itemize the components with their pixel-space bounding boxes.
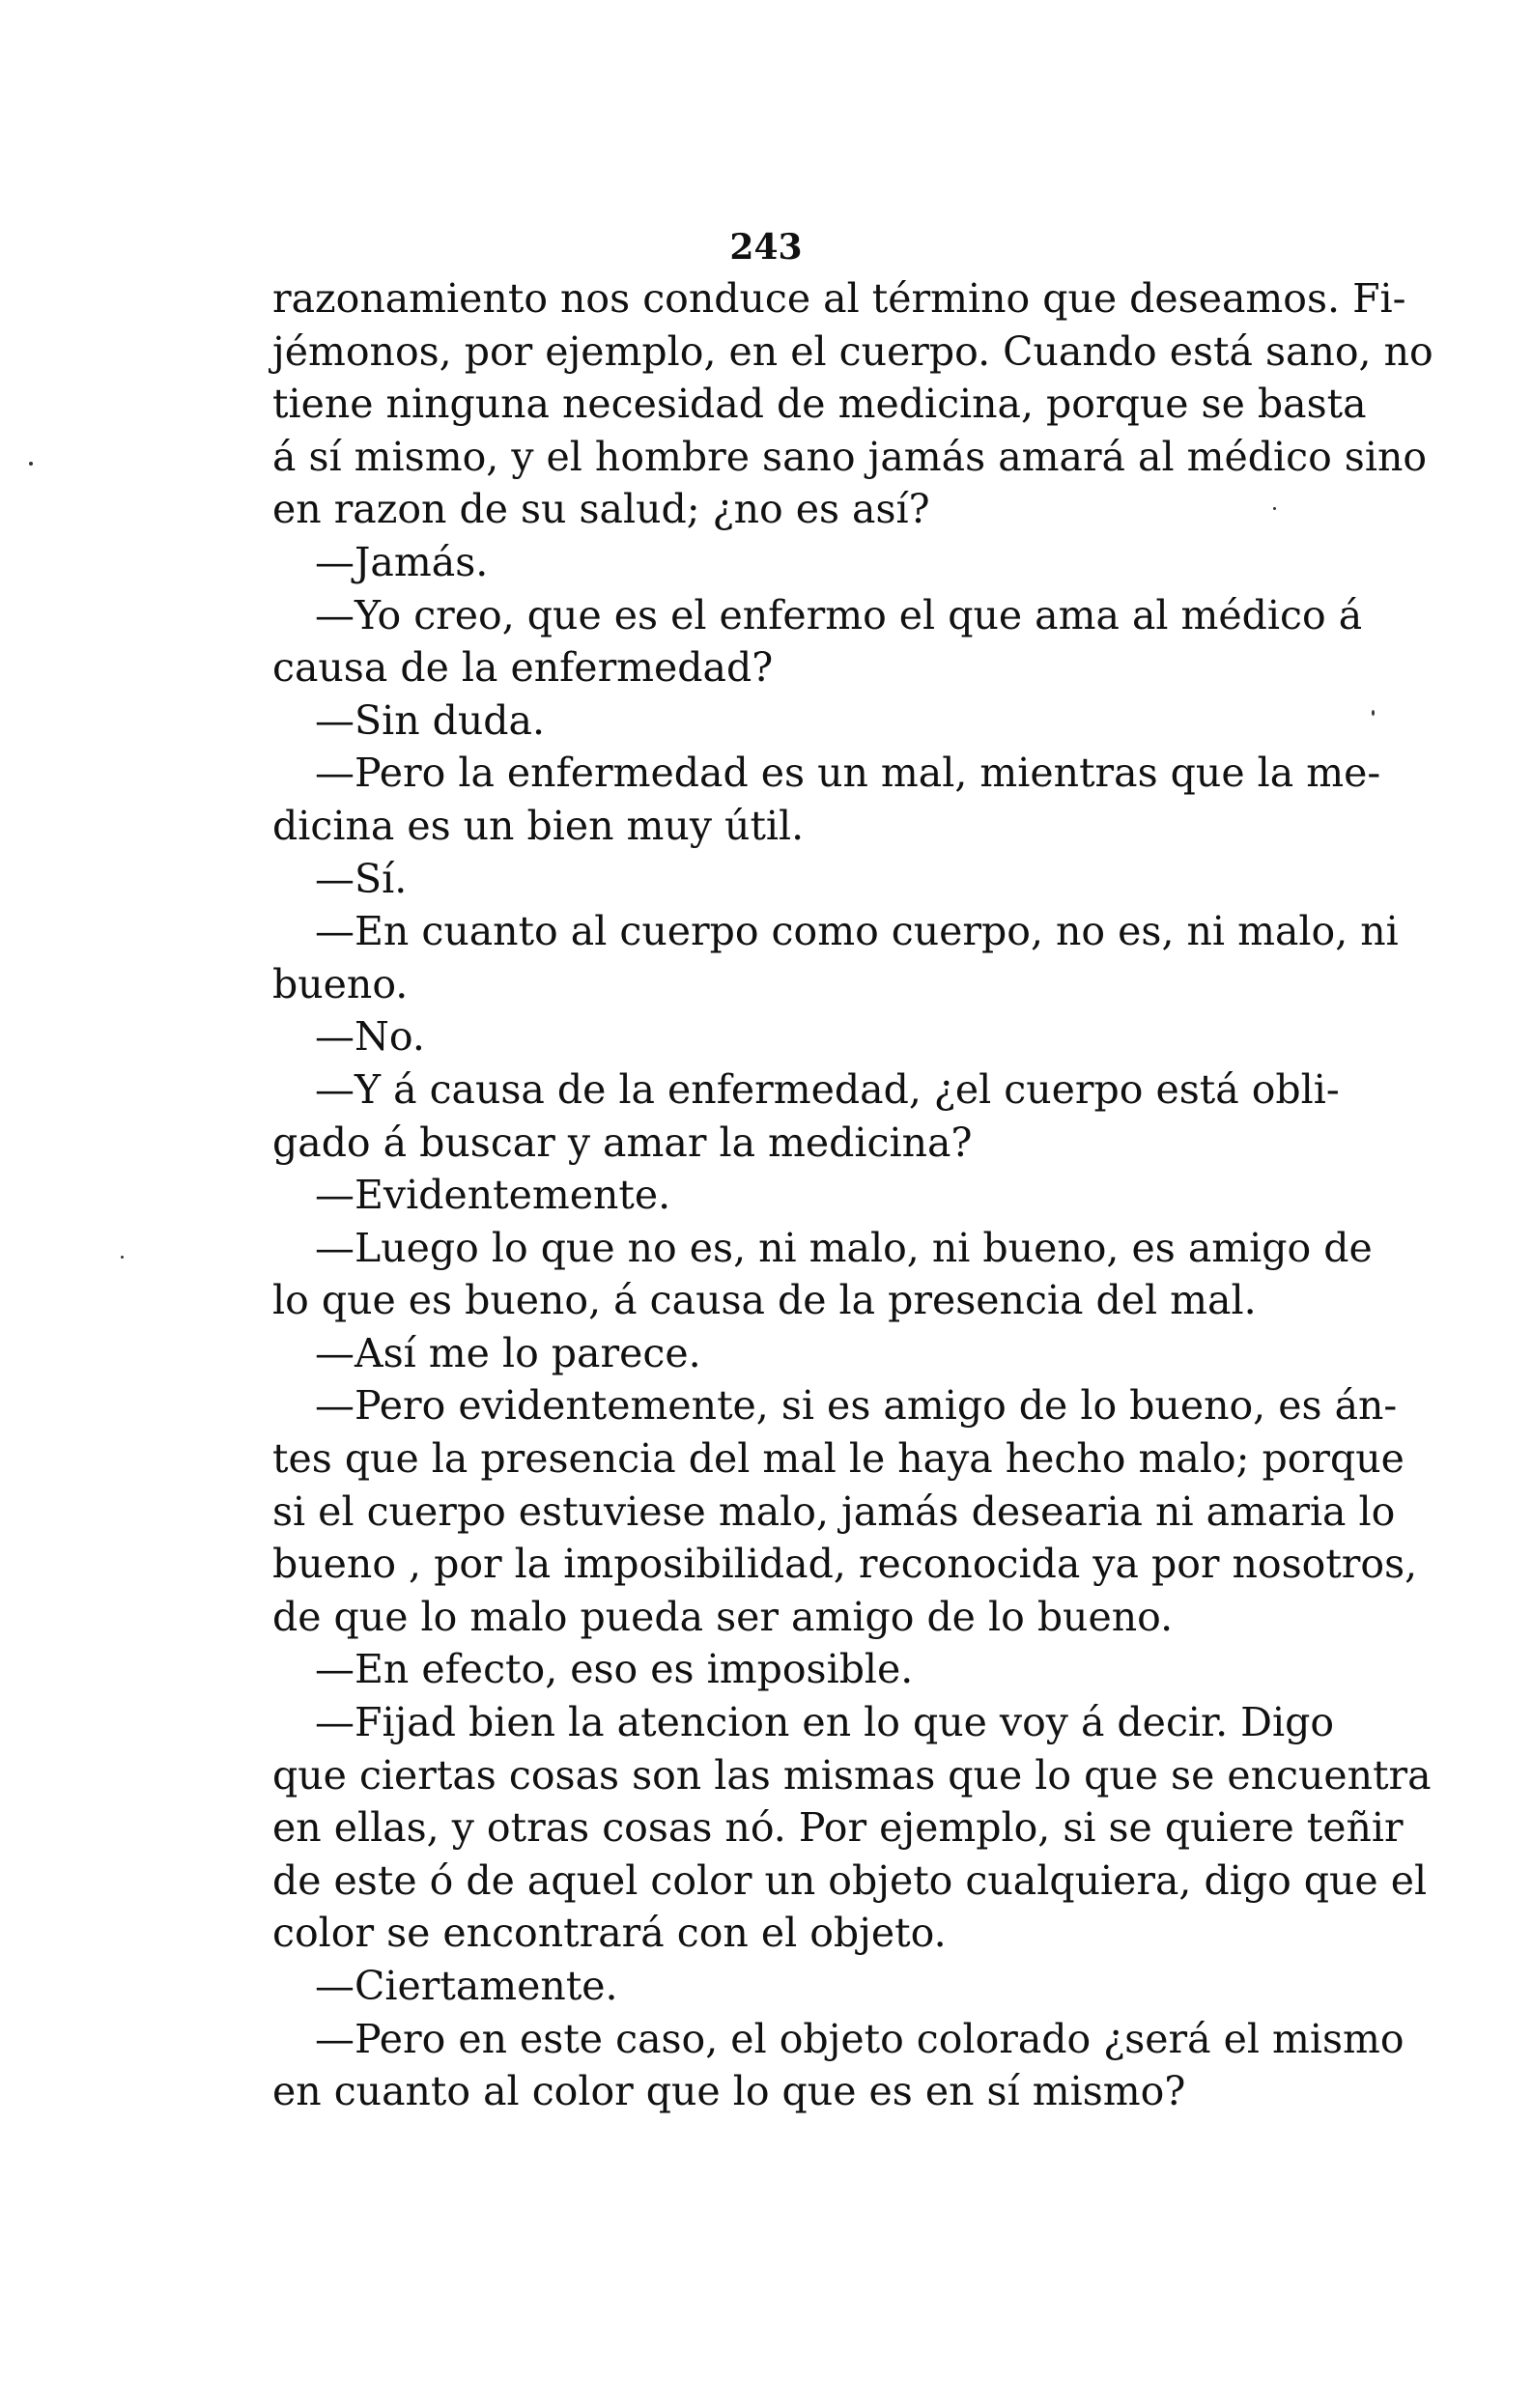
text-line: —Evidentemente. [315,1172,671,1219]
text-line: —Sin duda. [315,696,546,744]
text-line: razonamiento nos conduce al término que deseamos. Fi- [272,275,1406,322]
text-line: —En efecto, eso es imposible. [315,1646,914,1693]
text-line: —Y á causa de la enfermedad, ¿el cuerpo está obli- [315,1065,1340,1113]
text-line: —Así me lo parece. [315,1329,701,1376]
text-line: color se encontrará con el objeto. [272,1910,947,1957]
text-line: —En cuanto al cuerpo como cuerpo, no es, ni malo, ni [315,908,1399,955]
text-line: de que lo malo pueda ser amigo de lo bueno. [272,1593,1174,1640]
text-line: bueno , por la imposibilidad, reconocida ya por nosotros, [272,1541,1418,1588]
text-line: tes que la presencia del mal le haya hecho malo; porque [272,1435,1404,1483]
print-speck [121,1256,124,1259]
text-line: dicina es un bien muy útil. [272,802,805,849]
text-line: causa de la enfermedad? [272,644,774,692]
print-speck [1372,710,1375,716]
text-line: tiene ninguna necesidad de medicina, porque se basta [272,381,1367,428]
text-line: en cuanto al color que lo que es en sí mismo? [272,2068,1186,2115]
text-line: —No. [315,1013,425,1061]
text-line: —Fijad bien la atencion en lo que voy á decir. Digo [315,1699,1335,1746]
text-line: —Luego lo que no es, ni malo, ni bueno, es amigo de [315,1224,1373,1271]
text-line: gado á buscar y amar la medicina? [272,1119,973,1166]
text-line: á sí mismo, y el hombre sano jamás amará al médico sino [272,433,1428,480]
print-speck [29,462,33,466]
text-line: jémonos, por ejemplo, en el cuerpo. Cuando está sano, no [272,327,1433,375]
text-line: —Sí. [315,855,408,902]
text-line: bueno. [272,960,409,1007]
print-speck [1273,507,1276,510]
text-line: si el cuerpo estuviese malo, jamás desearia ni amaria lo [272,1487,1396,1535]
text-line: en razon de su salud; ¿no es así? [272,486,930,533]
text-line: —Pero la enfermedad es un mal, mientras que la me- [315,750,1381,797]
text-line: —Pero evidentemente, si es amigo de lo bueno, es án- [315,1382,1398,1430]
text-line: en ellas, y otras cosas nó. Por ejemplo, si se quiere teñir [272,1804,1404,1852]
text-line: —Ciertamente. [315,1963,618,2009]
text-line: —Jamás. [315,538,489,585]
body-text [272,272,1433,2118]
text-line: lo que es bueno, á causa de la presencia del mal. [272,1277,1257,1324]
page-number: 243 [729,227,803,268]
text-line: que ciertas cosas son las mismas que lo que se encuentra [272,1751,1432,1799]
text-line: —Pero en este caso, el objeto colorado ¿será el mismo [315,2015,1404,2062]
text-line: de este ó de aquel color un objeto cualquiera, digo que el [272,1856,1428,1904]
text-line: —Yo creo, que es el enfermo el que ama al médico á [315,591,1363,638]
